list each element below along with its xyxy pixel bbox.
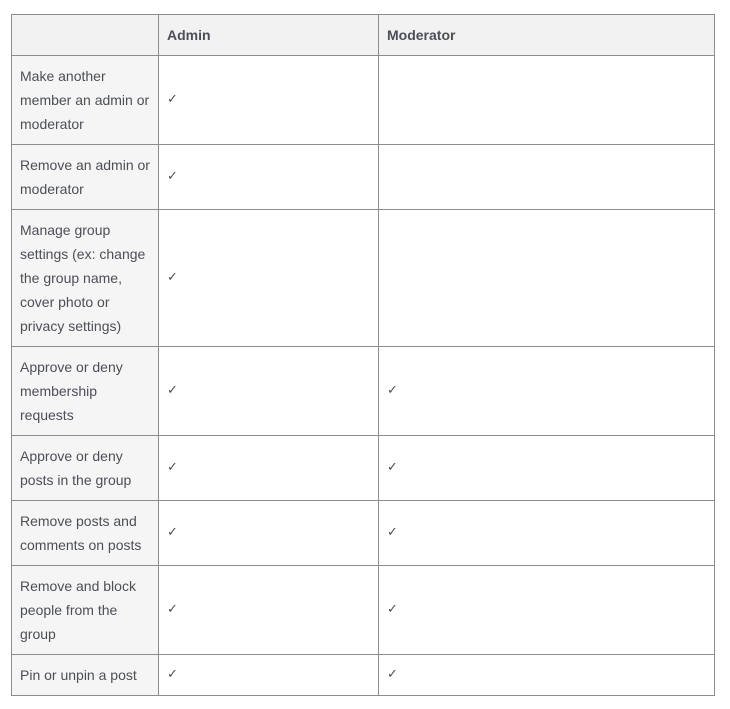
admin-check: ✓ xyxy=(159,145,379,210)
moderator-check: ✓ xyxy=(379,501,715,566)
admin-check: ✓ xyxy=(159,566,379,655)
table-row xyxy=(12,210,715,347)
table-row xyxy=(12,56,715,145)
admin-check: ✓ xyxy=(159,56,379,145)
permission-label: Remove posts and comments on posts xyxy=(12,501,159,566)
permission-label: Approve or deny posts in the group xyxy=(12,436,159,501)
moderator-check xyxy=(379,145,715,210)
permission-label: Make another member an admin or moderator xyxy=(12,56,159,145)
table-header xyxy=(12,15,715,56)
admin-check: ✓ xyxy=(159,501,379,566)
table-row xyxy=(12,145,715,210)
table-row xyxy=(12,566,715,655)
moderator-check xyxy=(379,56,715,145)
header-cell-permission xyxy=(12,15,159,56)
table-body xyxy=(12,56,715,696)
permission-label: Manage group settings (ex: change the group name, cover photo or privacy settings) xyxy=(12,210,159,347)
header-cell-moderator: Moderator xyxy=(379,15,715,56)
admin-check: ✓ xyxy=(159,655,379,696)
moderator-check: ✓ xyxy=(379,655,715,696)
table-row xyxy=(12,436,715,501)
admin-check: ✓ xyxy=(159,347,379,436)
moderator-check: ✓ xyxy=(379,347,715,436)
moderator-check xyxy=(379,210,715,347)
admin-check: ✓ xyxy=(159,210,379,347)
header-row xyxy=(12,15,715,56)
table-row xyxy=(12,501,715,566)
permission-label: Remove an admin or moderator xyxy=(12,145,159,210)
header-cell-admin: Admin xyxy=(159,15,379,56)
table-row xyxy=(12,655,715,696)
moderator-check: ✓ xyxy=(379,436,715,501)
permission-label: Pin or unpin a post xyxy=(12,655,159,696)
permission-label: Remove and block people from the group xyxy=(12,566,159,655)
permission-label: Approve or deny membership requests xyxy=(12,347,159,436)
moderator-check: ✓ xyxy=(379,566,715,655)
table-row xyxy=(12,347,715,436)
admin-check: ✓ xyxy=(159,436,379,501)
permissions-table xyxy=(11,14,715,696)
